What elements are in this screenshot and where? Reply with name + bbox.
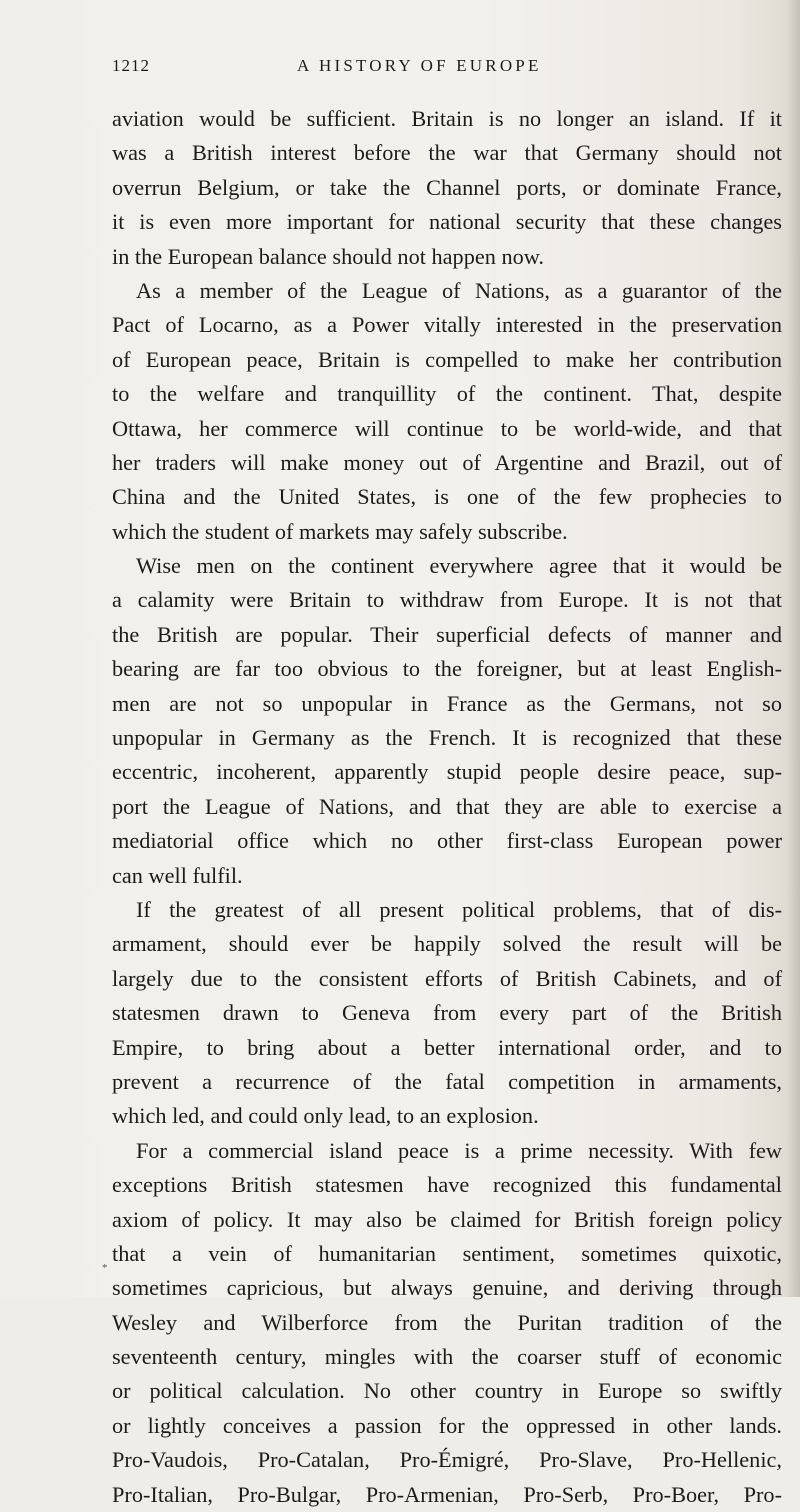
- text-line: prevent a recurrence of the fatal competition in armaments,: [112, 1068, 782, 1094]
- text-line: China and the United States, is one of the few prophecies to: [112, 484, 782, 510]
- text-line: mediatorial office which no other first-class European power: [112, 828, 782, 854]
- text-line: in the European balance should not happen now.: [112, 243, 544, 269]
- text-line: can well fulfil.: [112, 862, 243, 888]
- text-line: or political calculation. No other country in Europe so swiftly: [112, 1378, 782, 1404]
- text-line: men are not so unpopular in France as the Germans, not so: [112, 690, 782, 716]
- body-text: [112, 102, 782, 1512]
- text-line: bearing are far too obvious to the foreigner, but at least English-: [112, 656, 782, 682]
- text-line: For a commercial island peace is a prime necessity. With few: [136, 1137, 782, 1163]
- text-line: Wesley and Wilberforce from the Puritan tradition of the: [112, 1309, 782, 1335]
- text-line: Empire, to bring about a better international order, and to: [112, 1034, 782, 1060]
- text-line: a calamity were Britain to withdraw from Europe. It is not that: [112, 587, 782, 613]
- text-line: As a member of the League of Nations, as a guarantor of the: [136, 277, 782, 303]
- text-line: eccentric, incoherent, apparently stupid people desire peace, sup-: [112, 759, 782, 785]
- page-edge-shadow: [786, 0, 800, 1297]
- text-line: Ottawa, her commerce will continue to be world-wide, and that: [112, 415, 782, 441]
- printer-mark: *: [102, 1262, 108, 1274]
- text-line: of European peace, Britain is compelled to make her contribution: [112, 346, 782, 372]
- text-line: it is even more important for national security that these changes: [112, 209, 782, 235]
- text-line: or lightly conceives a passion for the oppressed in other lands.: [112, 1412, 782, 1438]
- text-line: aviation would be sufficient. Britain is no longer an island. If it: [112, 106, 782, 131]
- page-number: 1212: [112, 56, 150, 75]
- text-line: that a vein of humanitarian sentiment, sometimes quixotic,: [112, 1240, 782, 1266]
- text-line: largely due to the consistent efforts of British Cabinets, and of: [112, 965, 782, 991]
- text-line: If the greatest of all present political problems, that of dis-: [136, 896, 782, 922]
- text-line: her traders will make money out of Argentine and Brazil, out of: [112, 449, 782, 475]
- page-header: [112, 56, 692, 86]
- text-line: Pact of Locarno, as a Power vitally interested in the preservation: [112, 312, 782, 338]
- text-line: the British are popular. Their superficial defects of manner and: [112, 621, 782, 647]
- text-line: seventeenth century, mingles with the coarser stuff of economic: [112, 1344, 782, 1370]
- text-line: which the student of markets may safely subscribe.: [112, 518, 568, 544]
- text-line: statesmen drawn to Geneva from every part of the British: [112, 1000, 782, 1026]
- text-line: exceptions British statesmen have recognized this fundamental: [112, 1172, 782, 1198]
- text-line: to the welfare and tranquillity of the continent. That, despite: [112, 381, 782, 407]
- text-line: unpopular in Germany as the French. It is recognized that these: [112, 725, 782, 751]
- text-line: port the League of Nations, and that they are able to exercise a: [112, 793, 782, 819]
- running-head: A HISTORY OF EUROPE: [297, 56, 542, 75]
- text-line: which led, and could only lead, to an explosion.: [112, 1103, 539, 1129]
- text-line: axiom of policy. It may also be claimed for British foreign policy: [112, 1206, 782, 1232]
- text-line: Wise men on the continent everywhere agree that it would be: [136, 553, 782, 579]
- text-line: sometimes capricious, but always genuine, and deriving through: [112, 1275, 782, 1301]
- text-line: was a British interest before the war that Germany should not: [112, 140, 782, 166]
- text-line: Pro-Italian, Pro-Bulgar, Pro-Armenian, Pro-Serb, Pro-Boer, Pro-: [112, 1481, 782, 1507]
- text-line: overrun Belgium, or take the Channel ports, or dominate France,: [112, 174, 782, 200]
- text-line: Pro-Vaudois, Pro-Catalan, Pro-Émigré, Pro-Slave, Pro-Hellenic,: [112, 1447, 782, 1473]
- text-line: armament, should ever be happily solved the result will be: [112, 931, 782, 957]
